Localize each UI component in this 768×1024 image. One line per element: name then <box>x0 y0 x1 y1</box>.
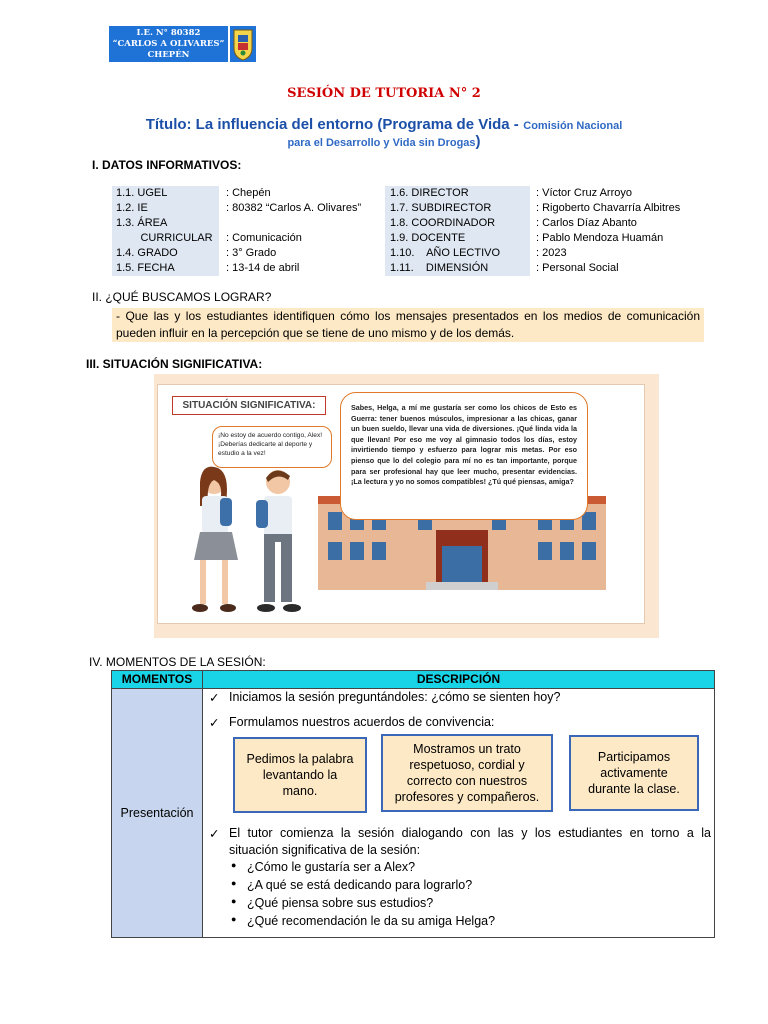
description-item-1: Iniciamos la sesión preguntándoles: ¿cómo se sienten hoy? <box>229 690 561 704</box>
section-heading-situacion: III. SITUACIÓN SIGNIFICATIVA: <box>86 357 263 371</box>
datos-left-label-6: 1.5. FECHA <box>116 262 175 274</box>
topic-close: ) <box>475 133 481 150</box>
moment-label: Presentación <box>120 806 194 820</box>
topic-main: Título: La influencia del entorno (Programa de Vida - <box>145 116 519 133</box>
bullet-icon: ● <box>231 860 237 870</box>
datos-right-label-2: 1.7. SUBDIRECTOR <box>390 202 492 214</box>
datos-left-value-5: : 3° Grado <box>226 247 277 259</box>
speech-bubble-helga: ¡No estoy de acuerdo contigo, Alex! ¡Deberías dedicarte al deporte y estudio a la vez! <box>212 426 332 468</box>
datos-left-label-3: 1.3. ÁREA <box>116 217 168 229</box>
datos-right-label-3: 1.8. COORDINADOR <box>390 217 496 229</box>
description-item-2: Formulamos nuestros acuerdos de convivencia: <box>229 715 495 729</box>
check-icon: ✓ <box>209 827 220 841</box>
description-item-3-line-1: El tutor comienza la sesión dialogando con las y los estudiantes en torno a la <box>229 826 711 840</box>
datos-right-value-5: : 2023 <box>536 247 567 259</box>
school-name-box <box>109 26 228 62</box>
datos-right-value-6: : Personal Social <box>536 262 619 274</box>
datos-right-value-4: : Pablo Mendoza Huamán <box>536 232 664 244</box>
datos-left-value-1: : Chepén <box>226 187 271 199</box>
moment-cell <box>112 689 203 938</box>
section-heading-objetivo: II. ¿QUÉ BUSCAMOS LOGRAR? <box>92 290 272 304</box>
check-icon: ✓ <box>209 716 220 730</box>
datos-right-label-4: 1.9. DOCENTE <box>390 232 466 244</box>
description-item-3-line-2: situación significativa de la sesión: <box>229 843 421 857</box>
question-3: ¿Qué piensa sobre sus estudios? <box>247 896 434 910</box>
datos-left-label-1: 1.1. UGEL <box>116 187 168 199</box>
topic-source-1: Comisión Nacional <box>523 120 623 132</box>
column-header-momentos: MOMENTOS <box>112 671 203 689</box>
situation-label: SITUACIÓN SIGNIFICATIVA: <box>172 396 326 415</box>
speech-bubble-alex: Sabes, Helga, a mí me gustaría ser como los chicos de Esto es Guerra: tener buenos músculos, impresionar a las chicas, ganar un buen sueldo, llevar una vida de diversiones. ¡Qué linda vida la que llevan! Por eso me voy al gimnasio todos los días, estoy invirtiendo tiempo y esfuerzo para lograr mis metas. Por eso pienso que lo del colegio para mí no es tan importante, porque para ser profesional hay que leer mucho, presentar evidencias. ¡La lectura y yo no somos compatibles! ¿Tú qué piensas, amiga? <box>340 392 588 520</box>
topic-source-2: para el Desarrollo y Vida sin Drogas <box>287 137 476 149</box>
section-heading-momentos: IV. MOMENTOS DE LA SESIÓN: <box>89 655 266 669</box>
datos-left-label-2: 1.2. IE <box>116 202 148 214</box>
datos-right-label-1: 1.6. DIRECTOR <box>390 187 469 199</box>
datos-right-value-2: : Rigoberto Chavarría Albitres <box>536 202 681 214</box>
datos-left-value-4: : Comunicación <box>226 232 302 244</box>
agreement-box-3: Participamos activamente durante la clase. <box>569 735 699 811</box>
section-heading-datos: I. DATOS INFORMATIVOS: <box>92 158 242 172</box>
question-1: ¿Cómo le gustaría ser a Alex? <box>247 860 416 874</box>
datos-left-value-6: : 13-14 de abril <box>226 262 300 274</box>
goal-text: - Que las y los estudiantes identifiquen cómo los mensajes presentados en los medios de comunicación pueden influir en la percepción que se tiene de uno mismo y de los demás. <box>112 308 704 342</box>
datos-left-label-4: CURRICULAR <box>116 232 213 244</box>
school-line-3: CHEPÉN <box>147 50 190 60</box>
datos-right-value-3: : Carlos Díaz Abanto <box>536 217 637 229</box>
question-4: ¿Qué recomendación le da su amiga Helga? <box>247 914 496 928</box>
datos-right-value-1: : Víctor Cruz Arroyo <box>536 187 632 199</box>
datos-right-label-6: 1.11. DIMENSIÓN <box>390 262 489 274</box>
session-topic-line-1 <box>0 116 768 134</box>
check-icon: ✓ <box>209 691 220 705</box>
agreement-box-2: Mostramos un trato respetuoso, cordial y correcto con nuestros profesores y compañeros. <box>381 734 553 812</box>
datos-left-value-2: : 80382 “Carlos A. Olivares” <box>226 202 362 214</box>
bullet-icon: ● <box>231 914 237 924</box>
students-illustration <box>180 462 320 620</box>
datos-right-label-5: 1.10. AÑO LECTIVO <box>390 247 501 259</box>
bullet-icon: ● <box>231 878 237 888</box>
school-line-2: “CARLOS A OLIVARES” <box>112 39 225 49</box>
question-2: ¿A qué se está dedicando para lograrlo? <box>247 878 473 892</box>
school-crest-icon <box>230 26 256 62</box>
agreement-box-1: Pedimos la palabra levantando la mano. <box>233 737 367 813</box>
column-header-descripcion: DESCRIPCIÓN <box>203 671 715 689</box>
bullet-icon: ● <box>231 896 237 906</box>
description-cell <box>203 689 715 938</box>
session-title: SESIÓN DE TUTORIA N° 2 <box>287 86 481 101</box>
session-moments-table <box>111 670 715 938</box>
datos-left-label-5: 1.4. GRADO <box>116 247 178 259</box>
session-topic-line-2 <box>0 133 768 151</box>
school-line-1: I.E. N° 80382 <box>136 28 201 38</box>
